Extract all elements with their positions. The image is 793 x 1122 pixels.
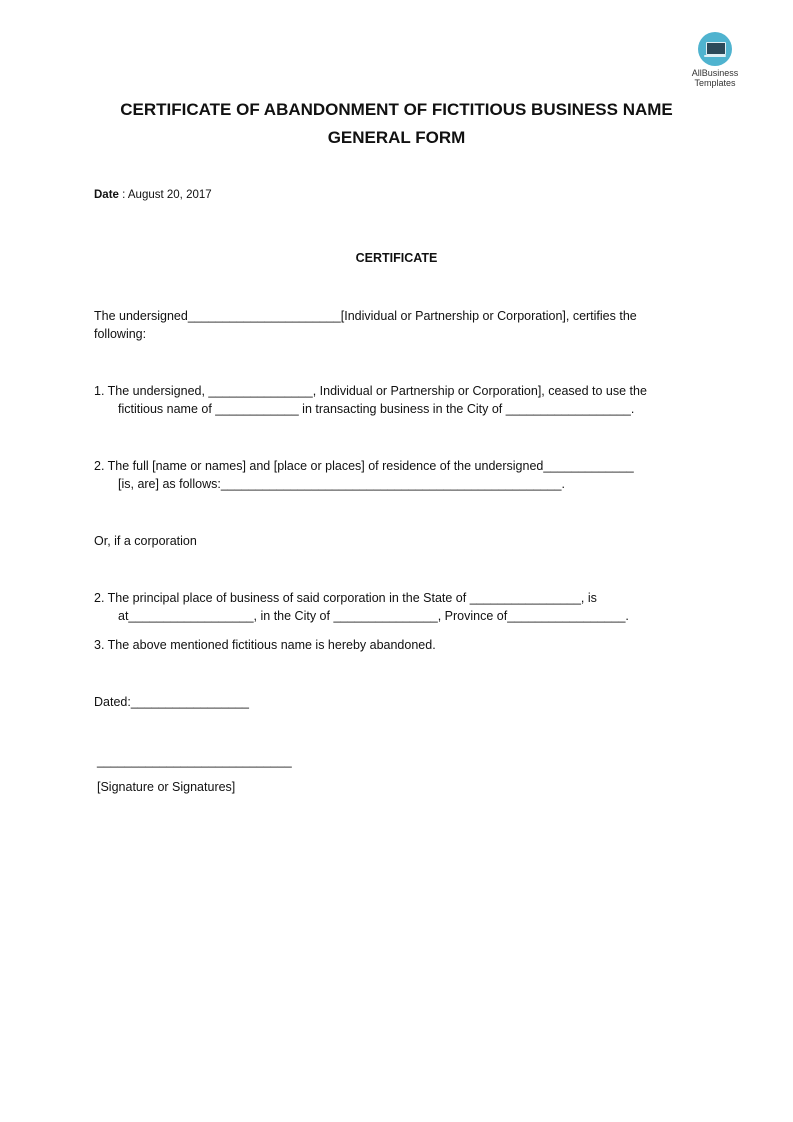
item-2-line1: 2. The full [name or names] and [place or places] of residence of the undersigned_____________ — [94, 459, 634, 473]
item-2-corporation-line1: 2. The principal place of business of said corporation in the State of ________________, is — [94, 591, 597, 605]
or-corporation-line: Or, if a corporation — [94, 534, 197, 548]
item-2-corporation — [94, 589, 629, 625]
document-title — [0, 96, 793, 152]
date-value: : August 20, 2017 — [118, 189, 212, 201]
date-label: Date — [94, 189, 119, 201]
allbusiness-templates-logo — [682, 32, 748, 88]
item-2-line2: [is, are] as follows:_________________________________________________. — [118, 477, 565, 491]
logo-text — [682, 68, 748, 88]
item-1-line2: fictitious name of ____________ in transacting business in the City of __________________. — [118, 402, 635, 416]
document-title-line1: CERTIFICATE OF ABANDONMENT OF FICTITIOUS BUSINESS NAME — [120, 100, 673, 119]
dated-line: Dated:_________________ — [94, 695, 250, 709]
item-1 — [94, 382, 647, 418]
signature-label: [Signature or Signatures] — [97, 780, 236, 794]
item-3: 3. The above mentioned fictitious name is hereby abandoned. — [94, 638, 436, 652]
intro-line1: The undersigned______________________[Individual or Partnership or Corporation], certifies the — [94, 309, 637, 323]
signature-line: ____________________________ — [97, 754, 292, 768]
item-1-line1: 1. The undersigned, _______________, Individual or Partnership or Corporation], ceased to use the — [94, 384, 647, 398]
intro-paragraph — [94, 307, 637, 343]
logo-text-line2: Templates — [694, 78, 736, 88]
item-2-corporation-line2: at__________________, in the City of _______________, Province of_________________. — [118, 609, 629, 623]
document-title-line2: GENERAL FORM — [327, 128, 466, 147]
item-2 — [94, 457, 634, 493]
date-line — [94, 186, 212, 204]
intro-line2: following: — [94, 327, 147, 341]
laptop-icon — [698, 32, 732, 66]
certificate-heading: CERTIFICATE — [355, 251, 438, 265]
logo-text-line1: AllBusiness — [691, 68, 739, 78]
